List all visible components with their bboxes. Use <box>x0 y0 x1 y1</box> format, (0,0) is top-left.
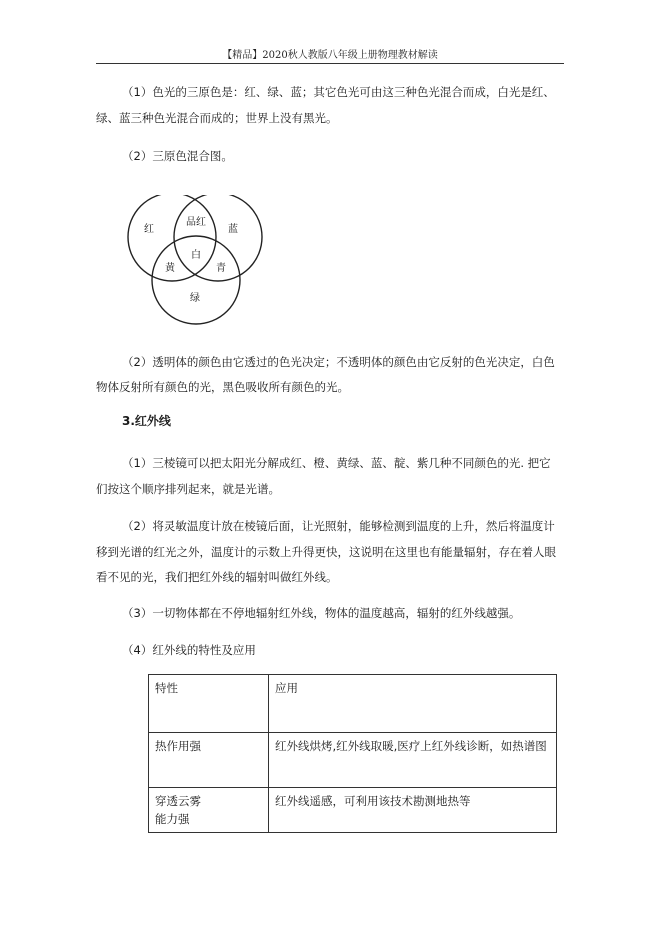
header-rule <box>96 63 564 64</box>
paragraph-spectrum-line1: （1）三棱镜可以把太阳光分解成红、橙、黄绿、蓝、靛、紫几种不同颜色的光. 把它 <box>122 456 551 470</box>
table-cell-property-line2: 能力强 <box>155 812 190 826</box>
venn-label-yellow: 黄 <box>165 263 175 274</box>
infrared-properties-table <box>148 674 557 833</box>
table-cell-application: 红外线烘烤,红外线取暖,医疗上红外线诊断，如热谱图 <box>269 733 557 788</box>
paragraph-spectrum-line2: 们按这个顺序排列起来，就是光谱。 <box>96 482 280 496</box>
venn-label-blue: 蓝 <box>228 224 238 235</box>
table-cell-property <box>149 788 269 833</box>
venn-label-magenta: 品红 <box>186 217 206 228</box>
table-header-row <box>149 675 557 733</box>
page-header: 【精品】2020秋人教版八年级上册物理教材解读 <box>222 50 438 61</box>
paragraph-radiation: （3）一切物体都在不停地辐射红外线，物体的温度越高，辐射的红外线越强。 <box>122 606 521 620</box>
venn-label-red: 红 <box>144 224 154 235</box>
venn-label-white: 白 <box>191 250 201 261</box>
table-cell-application: 红外线遥感，可利用该技术勘测地热等 <box>269 788 557 833</box>
paragraph-object-color-line1: （2）透明体的颜色由它透过的色光决定；不透明体的颜色由它反射的色光决定，白色 <box>122 355 555 369</box>
table-row <box>149 788 557 833</box>
paragraph-primary-colors-line2: 绿、蓝三种色光混合而成的；世界上没有黑光。 <box>96 111 338 125</box>
paragraph-mixing-diagram-caption: （2）三原色混合图。 <box>122 149 233 163</box>
paragraph-object-color-line2: 物体反射所有颜色的光，黑色吸收所有颜色的光。 <box>96 380 349 394</box>
paragraph-thermometer-line2: 移到光谱的红光之外，温度计的示数上升得更快，这说明在这里也有能量辐射，存在着人眼 <box>96 545 556 559</box>
table-header-property: 特性 <box>149 675 269 733</box>
paragraph-table-caption: （4）红外线的特性及应用 <box>122 643 256 657</box>
venn-label-cyan: 青 <box>216 263 226 274</box>
paragraph-thermometer-line3: 看不见的光，我们把红外线的辐射叫做红外线。 <box>96 570 338 584</box>
table-cell-property-line1: 穿透云雾 <box>155 794 201 808</box>
three-primary-colors-venn-diagram <box>124 195 264 330</box>
paragraph-thermometer-line1: （2）将灵敏温度计放在棱镜后面，让光照射，能够检测到温度的上升，然后将温度计 <box>122 519 555 533</box>
section-title-infrared: 3.红外线 <box>122 414 171 428</box>
table-cell-property: 热作用强 <box>149 733 269 788</box>
table-row <box>149 733 557 788</box>
table-header-application: 应用 <box>269 675 557 733</box>
paragraph-primary-colors-line1: （1）色光的三原色是：红、绿、蓝；其它色光可由这三种色光混合而成，白光是红、 <box>122 85 555 99</box>
venn-label-green: 绿 <box>190 293 200 304</box>
